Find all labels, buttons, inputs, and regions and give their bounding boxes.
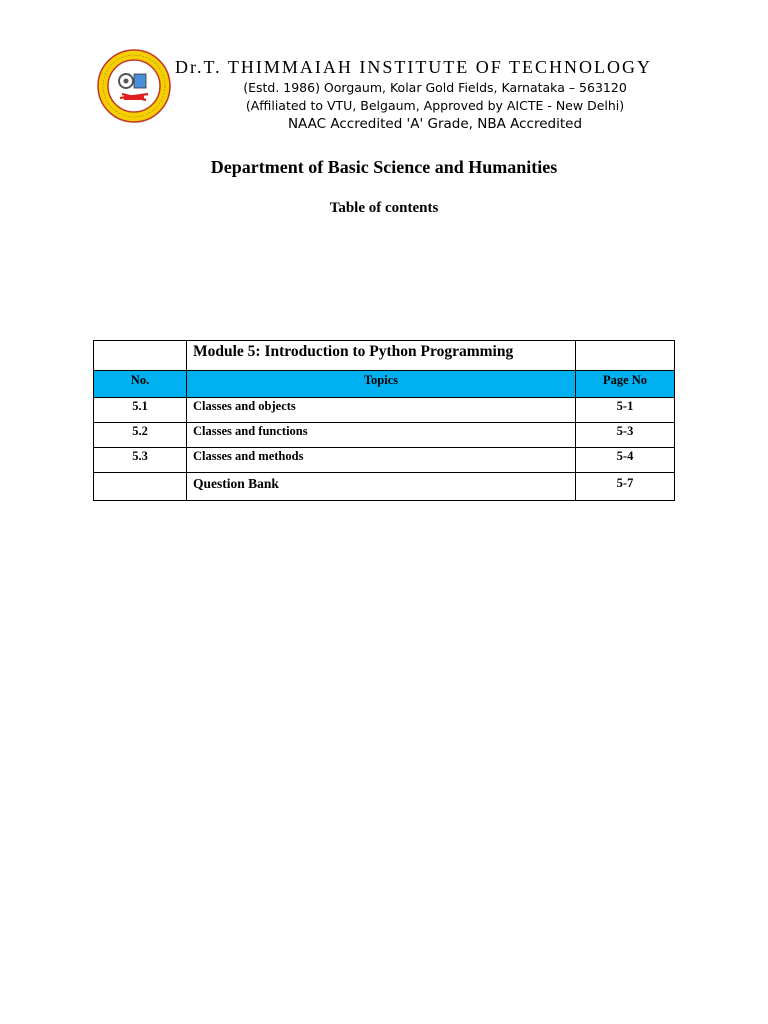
row-no: 5.3 (94, 448, 187, 473)
institute-logo-icon (96, 48, 172, 124)
header-page: Page No (576, 371, 675, 398)
row-topic: Classes and methods (187, 448, 576, 473)
row-topic: Classes and functions (187, 423, 576, 448)
department-title: Department of Basic Science and Humanities (210, 157, 558, 177)
table-row (94, 423, 675, 448)
institute-affiliation: (Affiliated to VTU, Belgaum, Approved by AICTE - New Delhi) (245, 98, 625, 113)
institute-accreditation: NAAC Accredited 'A' Grade, NBA Accredited (287, 116, 583, 132)
row-no: 5.2 (94, 423, 187, 448)
row-topic: Classes and objects (187, 398, 576, 423)
table-row (94, 398, 675, 423)
row-no: 5.1 (94, 398, 187, 423)
institute-name: Dr.T. THIMMAIAH INSTITUTE OF TECHNOLOGY (175, 57, 652, 77)
institute-address: (Estd. 1986) Oorgaum, Kolar Gold Fields, Karnataka – 563120 (243, 80, 627, 95)
module-no-cell (94, 341, 187, 371)
toc-title: Table of contents (329, 200, 439, 216)
module-row (94, 341, 675, 371)
module-page-cell (576, 341, 675, 371)
row-no (94, 473, 187, 501)
row-topic: Question Bank (187, 473, 576, 501)
table-row (94, 448, 675, 473)
row-page: 5-1 (576, 398, 675, 423)
module-title: Module 5: Introduction to Python Programming (187, 341, 576, 371)
table-row (94, 473, 675, 501)
header-topics: Topics (187, 371, 576, 398)
contents-table (93, 340, 675, 501)
row-page: 5-3 (576, 423, 675, 448)
row-page: 5-7 (576, 473, 675, 501)
row-page: 5-4 (576, 448, 675, 473)
header-no: No. (94, 371, 187, 398)
table-header-row (94, 371, 675, 398)
